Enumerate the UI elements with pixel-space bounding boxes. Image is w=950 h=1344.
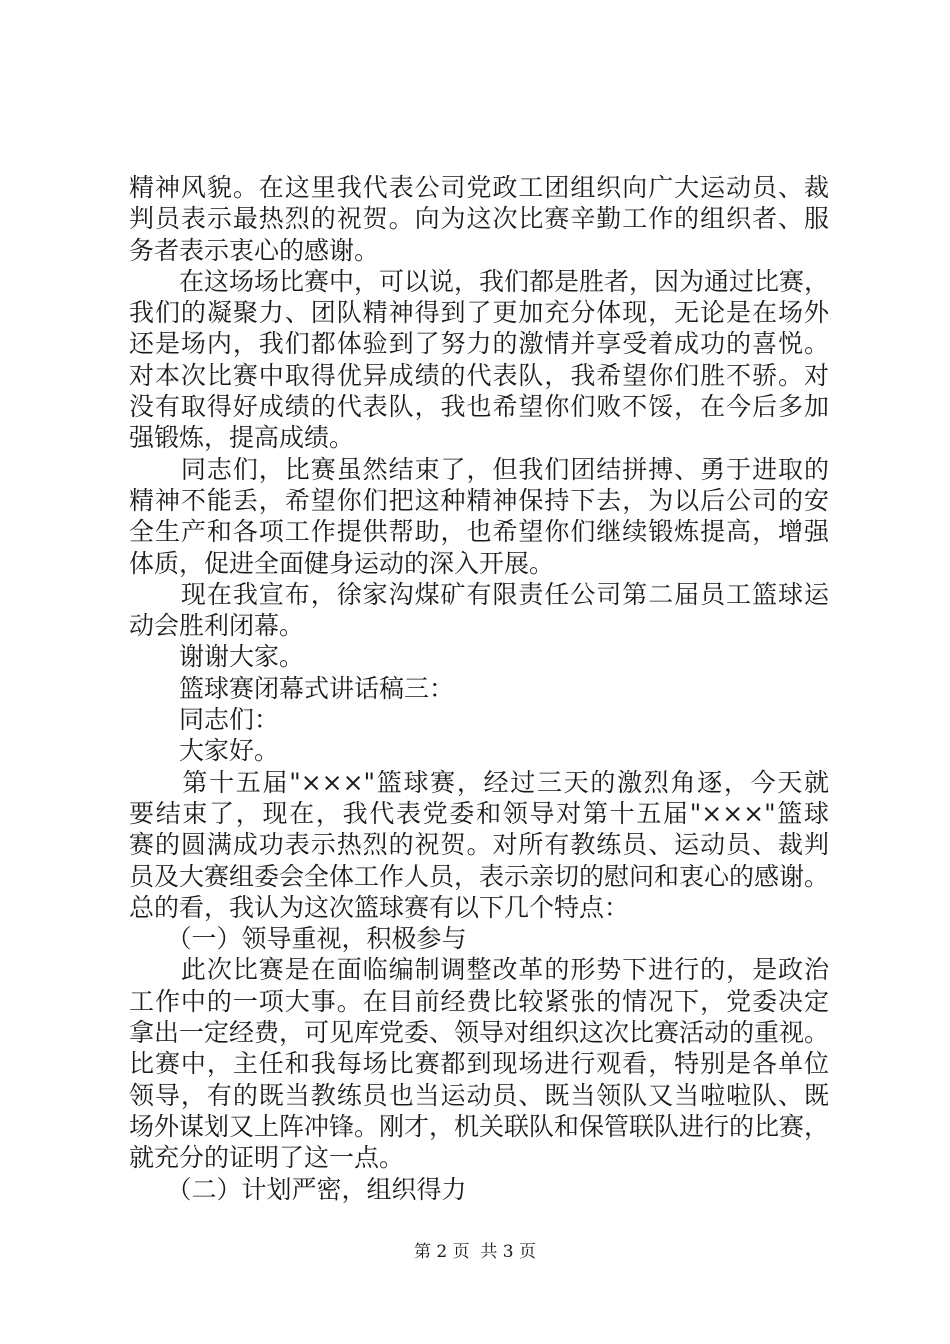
text-line: 同志们： <box>129 705 280 735</box>
text-line: 比赛中，主任和我每场比赛都到现场进行观看，特别是各单位 <box>129 1049 829 1079</box>
section-title: 篮球赛闭幕式讲话稿三： <box>129 673 455 703</box>
text-line: 还是场内，我们都体验到了努力的激情并享受着成功的喜悦。 <box>129 329 829 359</box>
page-number: 第 2 页 共 3 页 <box>413 1242 537 1262</box>
text-line: 体质，促进全面健身运动的深入开展。 <box>129 548 555 578</box>
text-line: 大家好。 <box>129 736 280 766</box>
text-line: 谢谢大家。 <box>129 642 305 672</box>
text-line: 精神不能丢，希望你们把这种精神保持下去，为以后公司的安 <box>129 485 829 515</box>
text-line: 领导，有的既当教练员也当运动员、既当领队又当啦啦队、既 <box>129 1080 829 1110</box>
text-line: 拿出一定经费，可见库党委、领导对组织这次比赛活动的重视。 <box>129 1018 830 1048</box>
text-line: 第十五届"×××"篮球赛，经过三天的激烈角逐，今天就 <box>129 767 829 797</box>
text-line: 我们的凝聚力、团队精神得到了更加充分体现，无论是在场外 <box>129 298 829 328</box>
text-line: 总的看，我认为这次篮球赛有以下几个特点： <box>129 892 630 922</box>
text-line: 同志们，比赛虽然结束了，但我们团结拼搏、勇于进取的 <box>129 454 829 484</box>
text-line: 员及大赛组委会全体工作人员，表示亲切的慰问和衷心的感谢。 <box>129 861 830 891</box>
text-line: 工作中的一项大事。在目前经费比较紧张的情况下，党委决定 <box>129 986 829 1016</box>
text-line: 在这场场比赛中，可以说，我们都是胜者，因为通过比赛， <box>129 266 830 296</box>
text-line: 动会胜利闭幕。 <box>129 611 305 641</box>
text-line: 此次比赛是在面临编制调整改革的形势下进行的，是政治 <box>129 955 829 985</box>
text-line: 没有取得好成绩的代表队，我也希望你们败不馁，在今后多加 <box>129 392 829 422</box>
text-line: 判员表示最热烈的祝贺。向为这次比赛辛勤工作的组织者、服 <box>129 204 829 234</box>
subheading: （一）领导重视，积极参与 <box>129 924 467 954</box>
text-line: 务者表示衷心的感谢。 <box>129 235 380 265</box>
text-line: 全生产和各项工作提供帮助，也希望你们继续锻炼提高，增强 <box>129 517 829 547</box>
subheading: （二）计划严密，组织得力 <box>129 1174 467 1204</box>
text-line: 强锻炼，提高成绩。 <box>129 423 355 453</box>
text-line: 对本次比赛中取得优异成绩的代表队，我希望你们胜不骄。对 <box>129 360 829 390</box>
text-line: 精神风貌。在这里我代表公司党政工团组织向广大运动员、裁 <box>129 173 829 202</box>
text-line: 场外谋划又上阵冲锋。刚才，机关联队和保管联队进行的比赛， <box>129 1111 830 1141</box>
text-line: 赛的圆满成功表示热烈的祝贺。对所有教练员、运动员、裁判 <box>129 830 829 860</box>
text-line: 要结束了，现在，我代表党委和领导对第十五届"×××"篮球 <box>129 798 829 828</box>
document-body <box>129 172 829 1205</box>
text-line: 现在我宣布，徐家沟煤矿有限责任公司第二届员工篮球运 <box>129 579 829 609</box>
text-line: 就充分的证明了这一点。 <box>129 1143 405 1173</box>
